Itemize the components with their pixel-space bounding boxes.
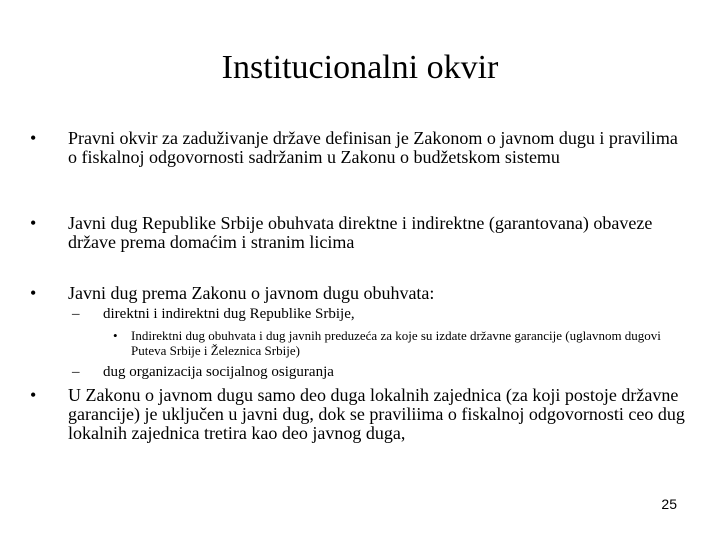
sub-item-direct-indirect-debt bbox=[72, 306, 682, 323]
bullet-local-government-debt bbox=[30, 386, 690, 443]
sub-sub-item-text: Indirektni dug obuhvata i dug javnih preduzeća za koje su izdate državne garancije (uglavnom dugovi Puteva Srbije i Železnica Srbije) bbox=[131, 328, 661, 358]
bullet-text: Javni dug prema Zakonu o javnom dugu obuhvata: bbox=[68, 283, 435, 303]
bullet-public-debt-law bbox=[30, 284, 690, 303]
bullet-legal-framework bbox=[30, 129, 690, 167]
bullet-marker: • bbox=[113, 328, 118, 343]
dash-marker: – bbox=[72, 364, 80, 380]
bullet-text: U Zakonu o javnom dugu samo deo duga lokalnih zajednica (za koji postoje državne garancije) je uključen u javni dug, dok se praviliima o fiskalnoj odgovornosti ceo dug lokalnih zajednica tretira kao deo javnog duga, bbox=[68, 385, 685, 443]
sub-sub-item-indirect-debt bbox=[113, 328, 683, 358]
sub-item-text: direktni i indirektni dug Republike Srbije, bbox=[103, 306, 355, 322]
sub-item-social-insurance-debt bbox=[72, 364, 682, 381]
bullet-text: Javni dug Republike Srbije obuhvata direktne i indirektne (garantovana) obaveze države prema domaćim i stranim licima bbox=[68, 213, 653, 252]
bullet-public-debt-scope bbox=[30, 214, 690, 252]
bullet-marker: • bbox=[30, 385, 37, 405]
sub-item-text: dug organizacija socijalnog osiguranja bbox=[103, 364, 334, 380]
dash-marker: – bbox=[72, 306, 80, 322]
slide-title: Institucionalni okvir bbox=[221, 49, 499, 86]
bullet-marker: • bbox=[30, 128, 37, 148]
page-number: 25 bbox=[661, 496, 677, 512]
bullet-text: Pravni okvir za zaduživanje države definisan je Zakonom o javnom dugu i pravilima o fiskalnoj odgovornosti sadržanim u Zakonu o budžetskom sistemu bbox=[68, 128, 678, 167]
bullet-marker: • bbox=[30, 283, 37, 303]
bullet-marker: • bbox=[30, 213, 37, 233]
